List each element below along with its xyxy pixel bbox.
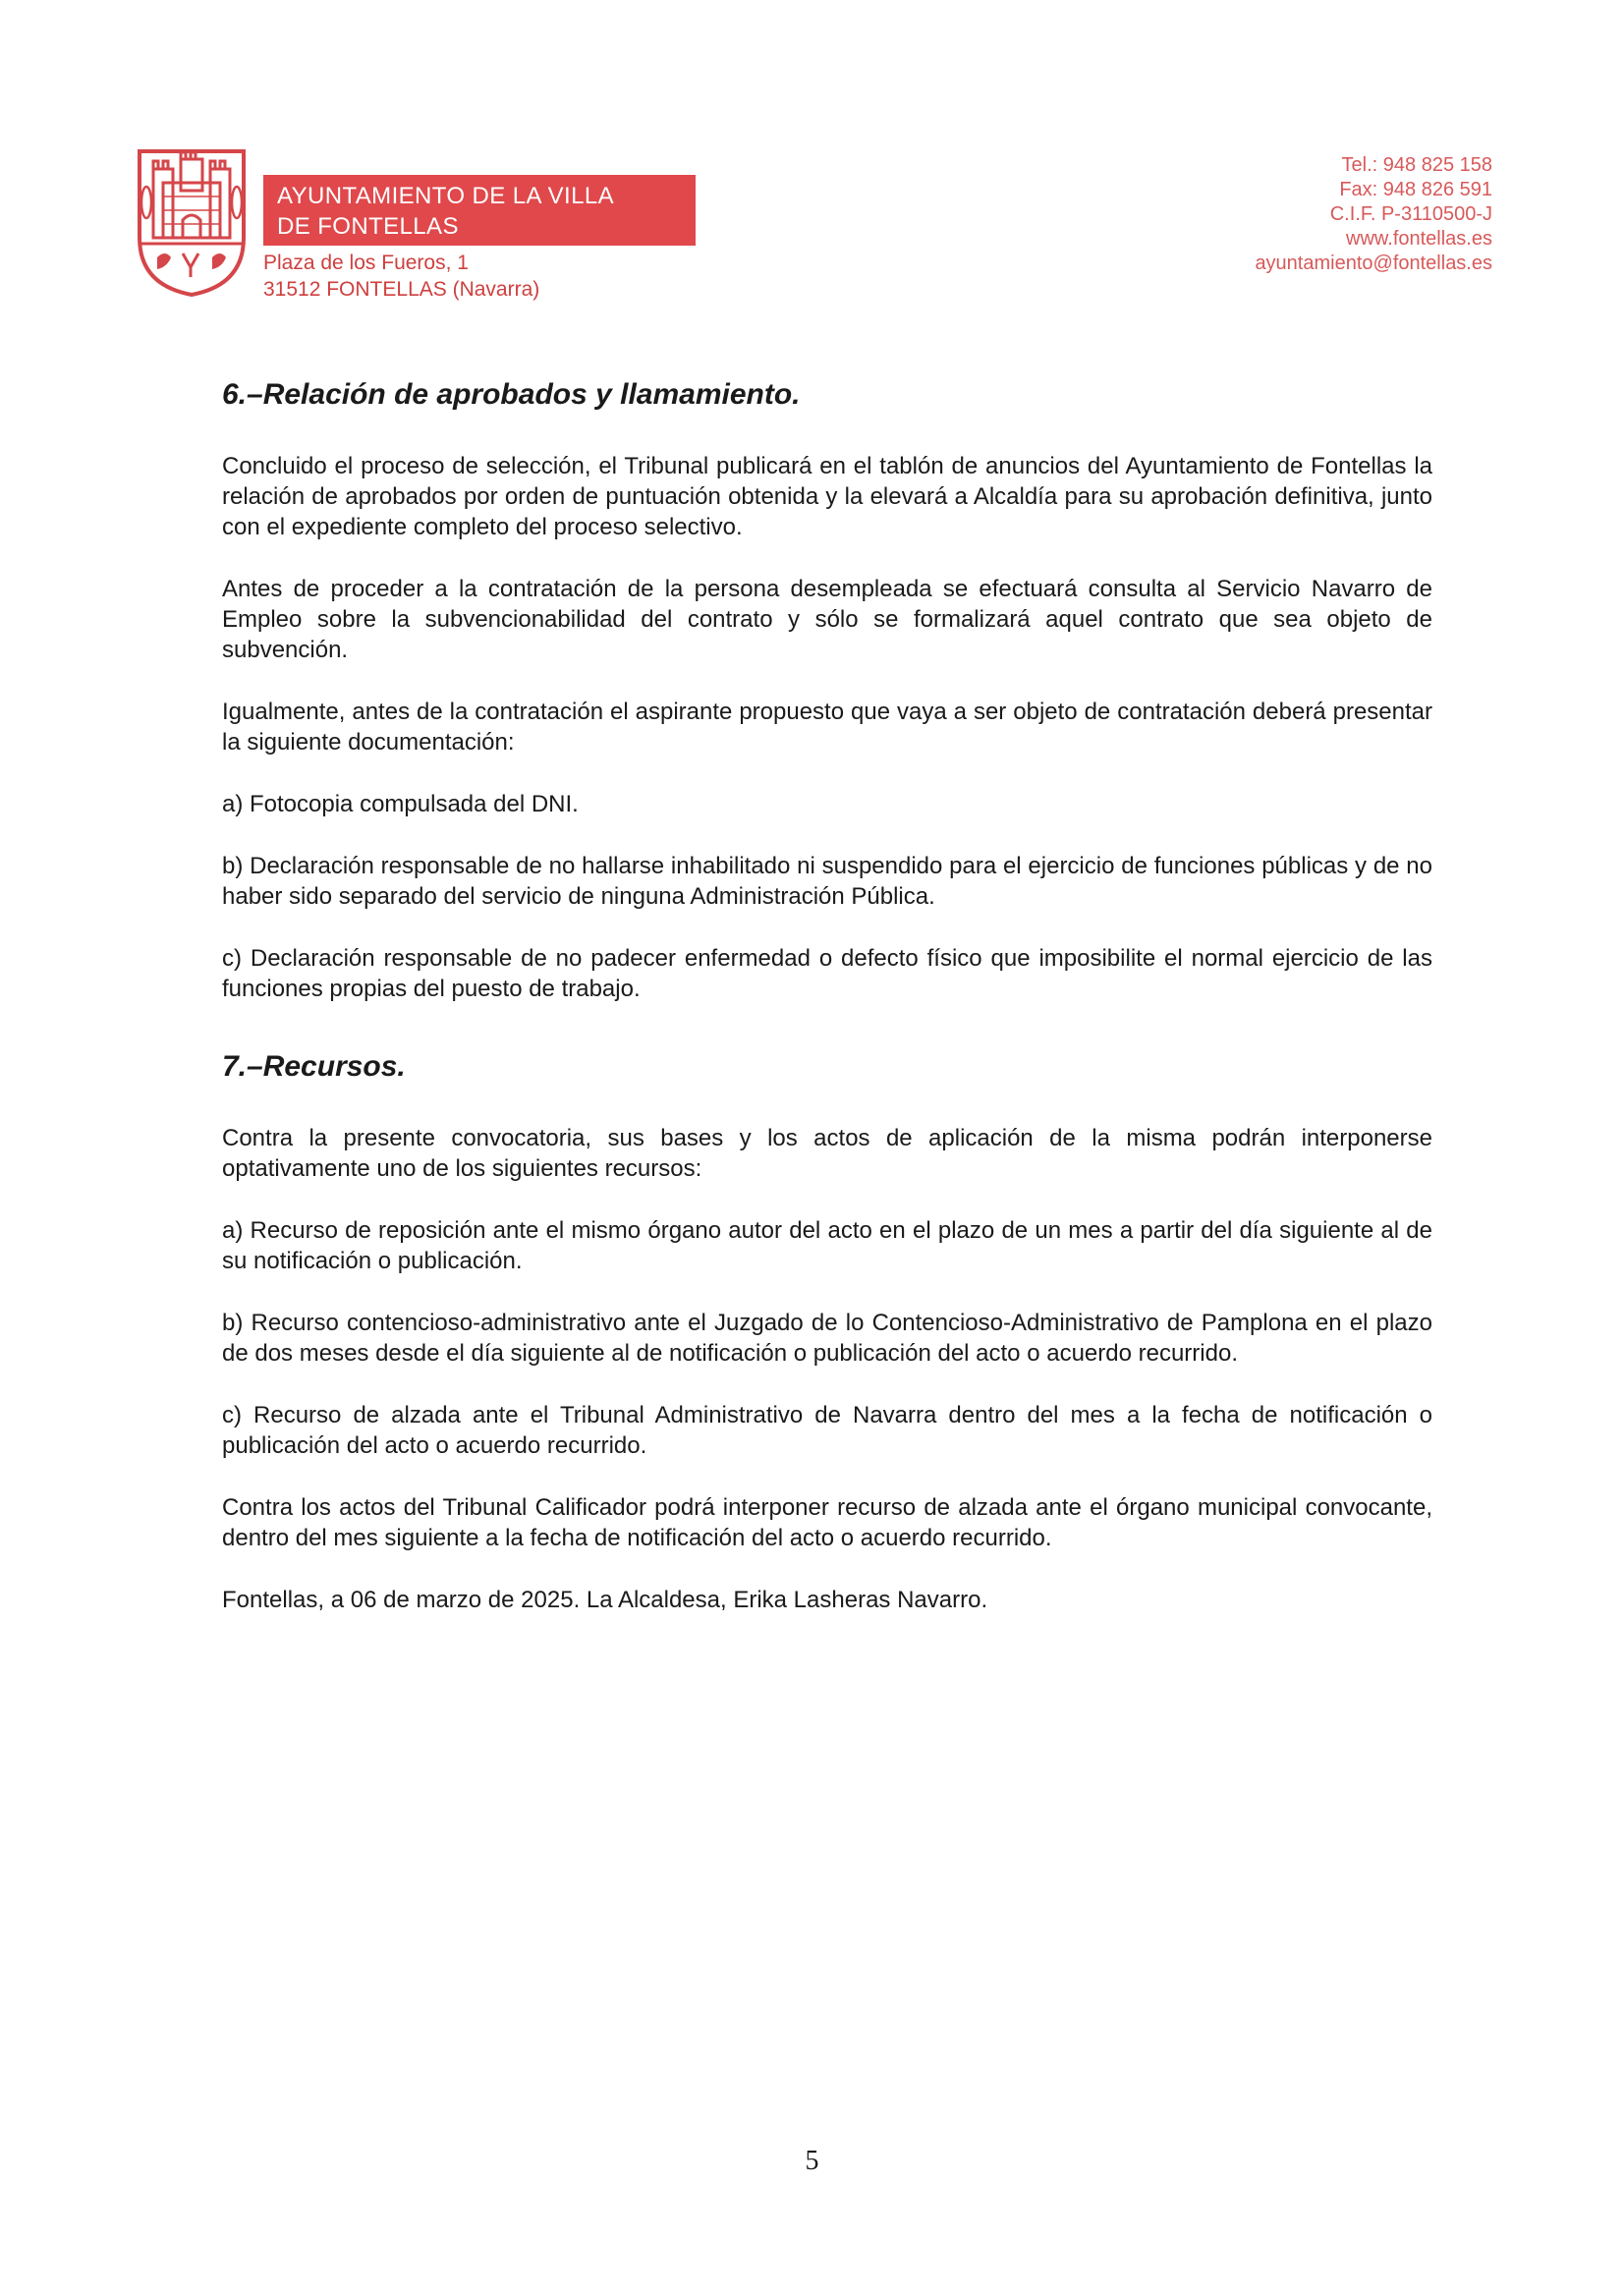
section-7-paragraph-2: Contra los actos del Tribunal Calificador podrá interponer recurso de alzada ante el órgano municipal convocante, dentro del mes siguiente a la fecha de notificación del acto o acuerdo recurrido. [222, 1494, 1432, 1551]
section-6-item-c: c) Declaración responsable de no padecer enfermedad o defecto físico que imposibilite el normal ejercicio de las funciones propias del puesto de trabajo. [222, 945, 1432, 1002]
section-6-paragraph-1: Concluido el proceso de selección, el Tribunal publicará en el tablón de anuncios del Ayuntamiento de Fontellas la relación de aprobados por orden de puntuación obtenida y la elevará a Alcaldía para su aprobación definitiva, junto con el expediente completo del proceso selectivo. [222, 453, 1432, 540]
section-6-paragraph-2: Antes de proceder a la contratación de la persona desempleada se efectuará consulta al Servicio Navarro de Empleo sobre la subvencionabilidad del contrato y sólo se formalizará aquel contrato que sea objeto de subvención. [222, 576, 1432, 663]
contact-block [1255, 153, 1492, 276]
address-city: 31512 FONTELLAS (Navarra) [263, 278, 540, 301]
address-street: Plaza de los Fueros, 1 [263, 252, 469, 274]
section-7-paragraph-1: Contra la presente convocatoria, sus bases y los actos de aplicación de la misma podrán interponerse optativamente uno de los siguientes recursos: [222, 1125, 1432, 1182]
contact-cif: C.I.F. P-3110500-J [1329, 203, 1492, 225]
organization-name-line1: AYUNTAMIENTO DE LA VILLA [277, 183, 615, 209]
section-7-heading: 7.–Recursos. [222, 1050, 406, 1083]
organization-address [263, 250, 539, 303]
organization-name-line2: DE FONTELLAS [277, 213, 459, 240]
contact-tel: Tel.: 948 825 158 [1341, 154, 1492, 176]
section-6-paragraph-3: Igualmente, antes de la contratación el aspirante propuesto que vaya a ser objeto de contratación deberá presentar la siguiente documentación: [222, 699, 1432, 756]
letterhead [0, 0, 1624, 324]
page-number: 5 [805, 2146, 819, 2176]
section-7-item-a: a) Recurso de reposición ante el mismo órgano autor del acto en el plazo de un mes a partir del día siguiente al de su notificación o publicación. [222, 1217, 1432, 1274]
coat-of-arms-logo [134, 147, 250, 297]
section-6-item-b: b) Declaración responsable de no hallarse inhabilitado ni suspendido para el ejercicio de funciones públicas y de no haber sido separado del servicio de ninguna Administración Pública. [222, 853, 1432, 910]
section-6-item-a: a) Fotocopia compulsada del DNI. [222, 791, 579, 817]
section-7-item-b: b) Recurso contencioso-administrativo ante el Juzgado de lo Contencioso-Administrativo de Pamplona en el plazo de dos meses desde el día siguiente al de notificación o publicación del acto o acuerdo recurrido. [222, 1310, 1432, 1367]
contact-email-link[interactable]: ayuntamiento@fontellas.es [1255, 252, 1492, 274]
contact-web-link[interactable]: www.fontellas.es [1346, 228, 1492, 250]
section-7-item-c: c) Recurso de alzada ante el Tribunal Administrativo de Navarra dentro del mes a la fecha de notificación o publicación del acto o acuerdo recurrido. [222, 1402, 1432, 1459]
closing-signature: Fontellas, a 06 de marzo de 2025. La Alcaldesa, Erika Lasheras Navarro. [222, 1587, 988, 1613]
contact-fax: Fax: 948 826 591 [1339, 179, 1492, 200]
document-body [222, 377, 1432, 1647]
organization-name [263, 175, 696, 246]
section-6-heading: 6.–Relación de aprobados y llamamiento. [222, 378, 801, 411]
